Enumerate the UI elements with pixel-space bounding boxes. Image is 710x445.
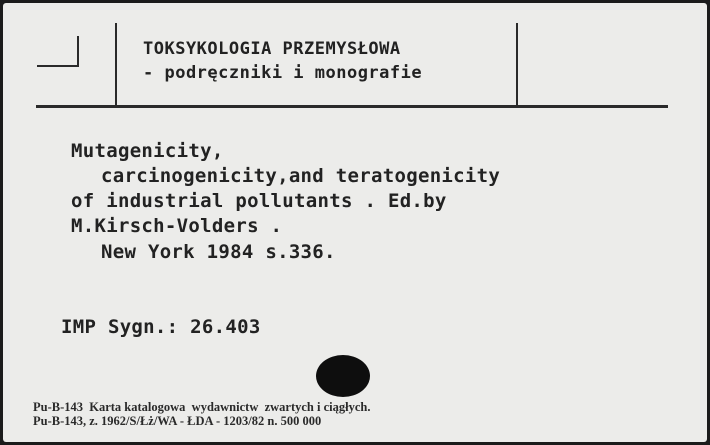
- entry-line-4: M.Kirsch-Volders .: [71, 215, 283, 237]
- corner-mark-vertical: [77, 36, 79, 66]
- punch-hole: [316, 355, 370, 397]
- corner-mark-horizontal: [37, 65, 79, 67]
- footer-line-1: Pu-B-143 Karta katalogowa wydawnictw zwartych i ciągłych.: [33, 400, 371, 414]
- header-title: TOKSYKOLOGIA PRZEMYSŁOWA: [143, 39, 401, 59]
- footer-line-2: Pu-B-143, z. 1962/S/Łż/WA - ŁDA - 1203/82 n. 500 000: [33, 414, 322, 428]
- entry-line-1: Mutagenicity,: [71, 140, 224, 162]
- catalog-card: [3, 3, 707, 442]
- entry-line-2: carcinogenicity,and teratogenicity: [101, 165, 501, 187]
- header-subtitle: - podręczniki i monografie: [143, 63, 423, 83]
- entry-line-3: of industrial pollutants . Ed.by: [71, 190, 447, 212]
- header-bottom-rule: [36, 105, 668, 108]
- header-right-divider: [516, 23, 518, 106]
- header-left-divider: [115, 23, 117, 106]
- entry-line-5: New York 1984 s.336.: [101, 241, 336, 263]
- call-number: IMP Sygn.: 26.403: [61, 316, 261, 338]
